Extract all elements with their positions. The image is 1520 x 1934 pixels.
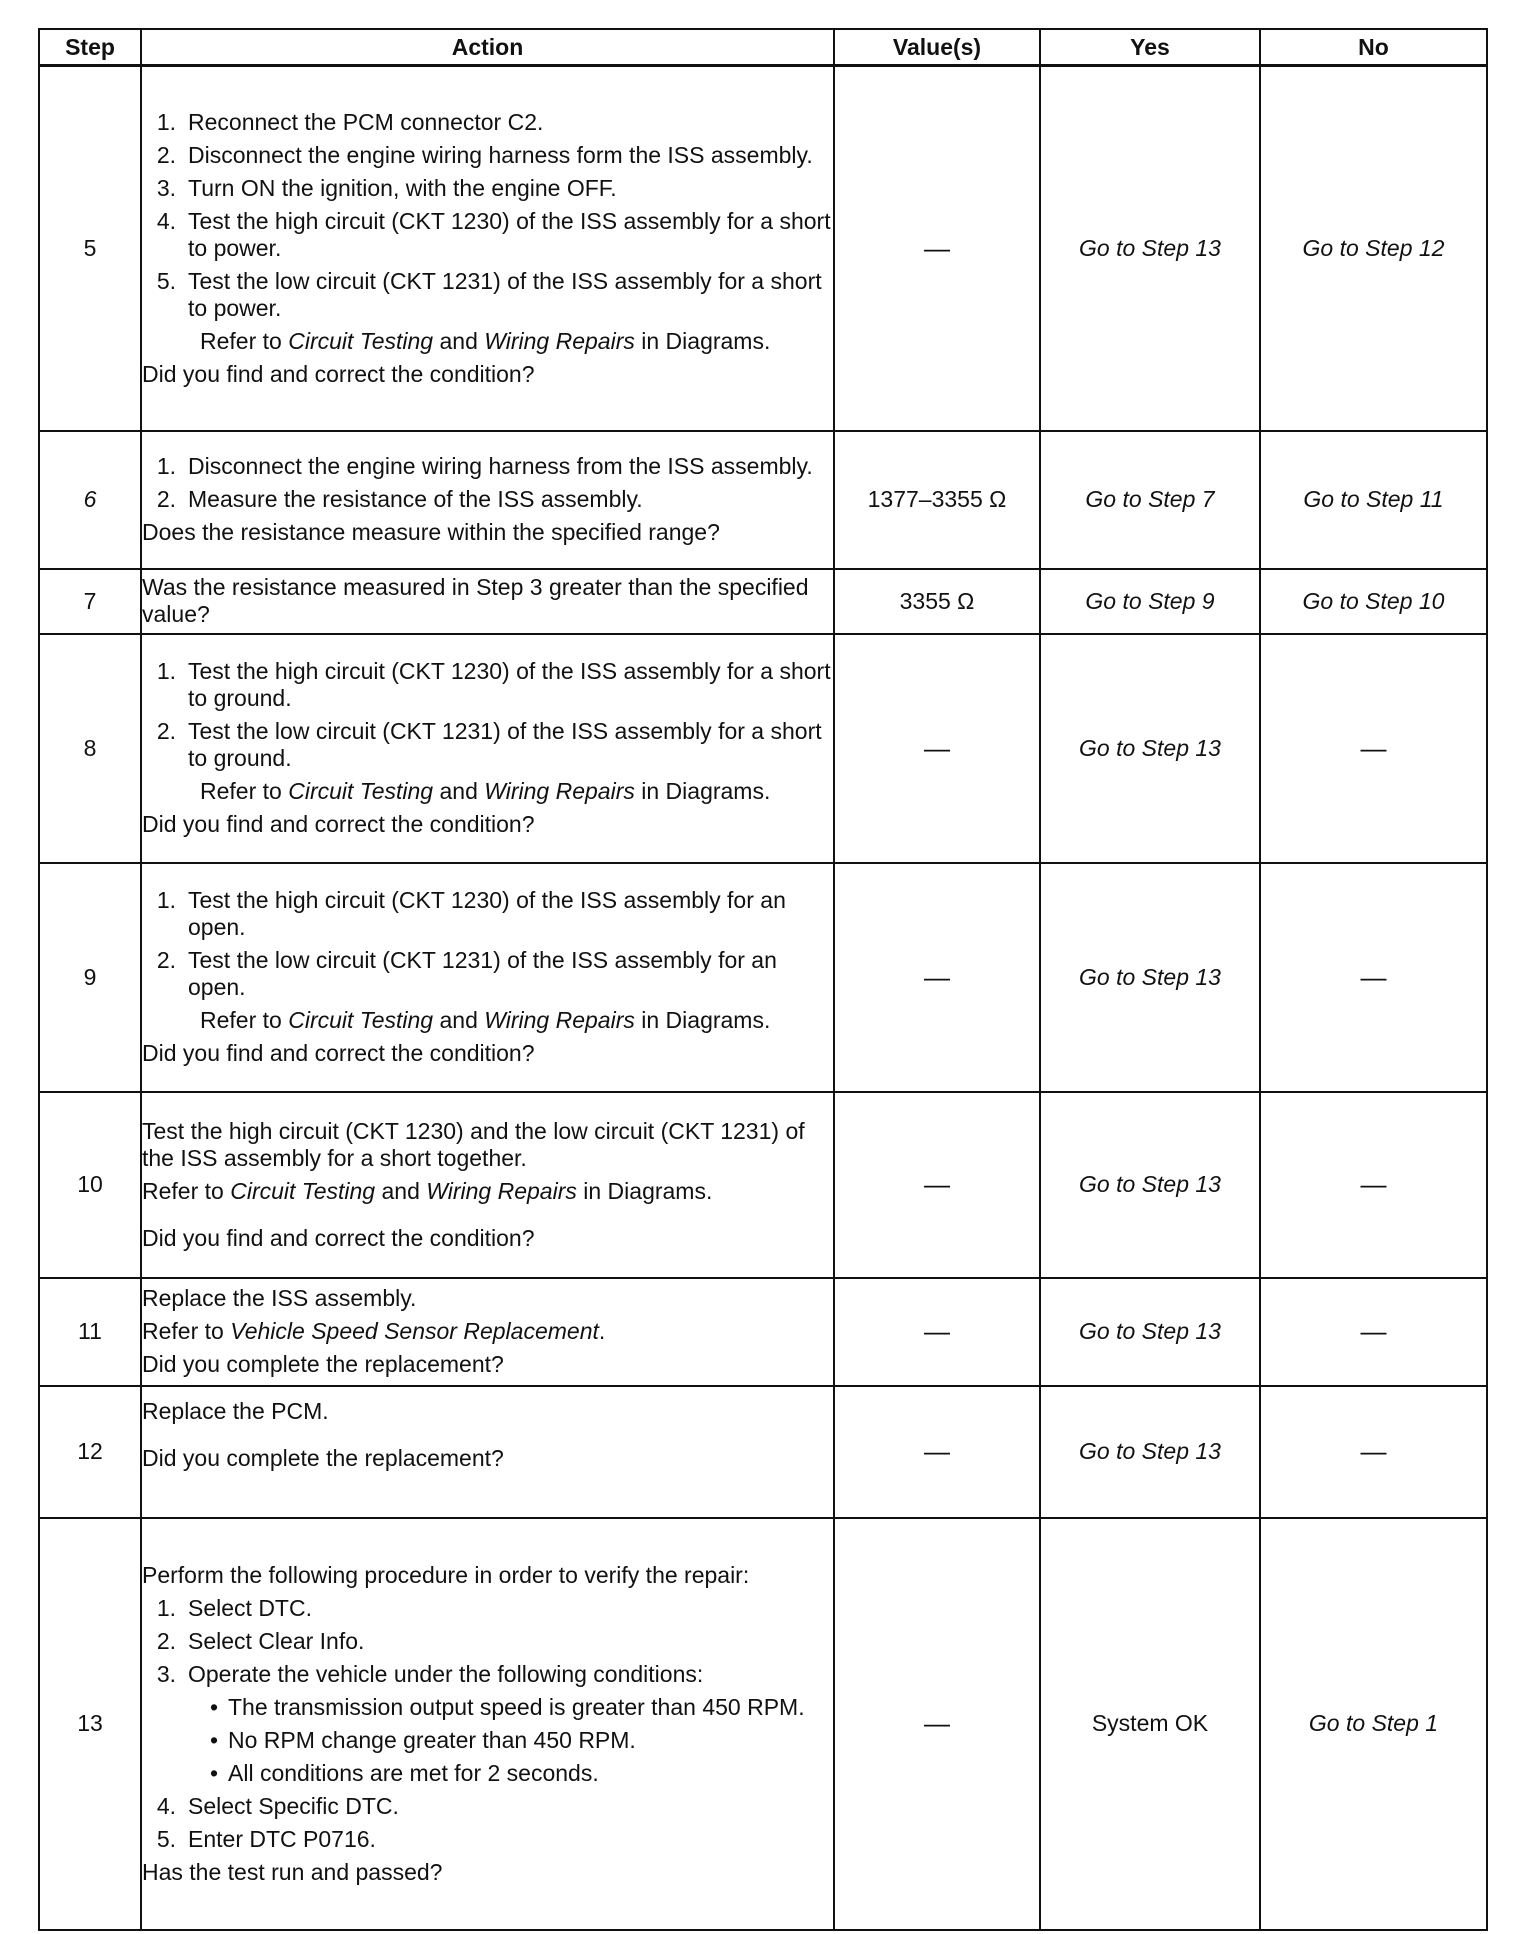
diagnostic-table — [38, 28, 1488, 1931]
action-item: Select DTC. — [188, 1594, 312, 1621]
action-item: Test the high circuit (CKT 1230) of the ISS assembly for an open. — [188, 887, 786, 940]
header-yes: Yes — [1040, 29, 1260, 66]
action-question: Does the resistance measure within the specified range? — [142, 519, 720, 545]
table-row-step-7 — [39, 569, 1487, 634]
step-number: 6 — [39, 431, 141, 569]
action-item: Test the low circuit (CKT 1231) of the ISS assembly for a short to power. — [188, 267, 822, 321]
bullet-icon: • — [209, 1726, 219, 1753]
refer-note: Refer to Circuit Testing and Wiring Repairs in Diagrams. — [142, 1177, 713, 1204]
header-no: No — [1260, 29, 1487, 66]
header-step: Step — [39, 29, 141, 66]
page — [38, 28, 1488, 1931]
table-row-step-10 — [39, 1092, 1487, 1278]
table-row-step-8 — [39, 634, 1487, 863]
action-text: Perform the following procedure in order to verify the repair: — [142, 1561, 750, 1588]
step-number: 8 — [39, 634, 141, 863]
no-cell: Go to Step 1 — [1260, 1518, 1487, 1930]
action-item: Select Clear Info. — [188, 1627, 365, 1654]
action-item: Test the low circuit (CKT 1231) of the ISS assembly for an open. — [188, 947, 777, 1000]
header-action: Action — [141, 29, 834, 66]
action-item: Select Specific DTC. — [188, 1792, 399, 1819]
value-cell: — — [834, 1278, 1040, 1386]
value-cell: — — [834, 1386, 1040, 1518]
no-cell: — — [1260, 634, 1487, 863]
reference-link: Vehicle Speed Sensor Replacement — [230, 1318, 599, 1344]
reference-link: Circuit Testing — [288, 778, 434, 804]
value-cell: 1377–3355 Ω — [834, 431, 1040, 569]
value-cell: — — [834, 66, 1040, 431]
yes-cell: Go to Step 7 — [1040, 431, 1260, 569]
value-cell: — — [834, 634, 1040, 863]
yes-cell: Go to Step 13 — [1040, 66, 1260, 431]
action-cell: 1. Test the high circuit (CKT 1230) of the ISS assembly for a short to ground. 2. Test the low circuit (CKT 1231) of the ISS assembly for a short to ground. Refer to Circuit Testing and Wiring Repairs in Diagrams. Did you find and correct the condition? — [141, 634, 834, 863]
action-question: Has the test run and passed? — [142, 1858, 443, 1885]
no-cell: Go to Step 11 — [1260, 431, 1487, 569]
reference-link: Wiring Repairs — [484, 327, 635, 354]
no-cell: Go to Step 10 — [1260, 569, 1487, 634]
action-item: Test the high circuit (CKT 1230) of the ISS assembly for a short to power. — [188, 207, 831, 261]
action-item: Disconnect the engine wiring harness form the ISS assembly. — [188, 141, 813, 168]
table-row-step-9 — [39, 863, 1487, 1092]
action-question: Did you find and correct the condition? — [142, 1224, 535, 1251]
condition-item: The transmission output speed is greater than 450 RPM. — [228, 1693, 805, 1720]
yes-cell: Go to Step 13 — [1040, 1386, 1260, 1518]
step-number: 12 — [39, 1386, 141, 1518]
reference-link: Circuit Testing — [288, 1007, 434, 1033]
action-question: Did you complete the replacement? — [142, 1351, 504, 1377]
action-cell — [141, 569, 834, 634]
action-cell — [141, 1092, 834, 1278]
action-cell: 1. Reconnect the PCM connector C2. 2. Disconnect the engine wiring harness form the ISS assembly. 3. Turn ON the ignition, with the engine OFF. 4. Test the high circuit (CKT 1230) of the ISS assembly for a short to power. 5. Test the low circuit (CKT 1231) of the ISS assembly for a short to power. Refer to Circuit Testing and Wiring Repairs in Diagrams. Did you find and correct the condition? — [141, 66, 834, 431]
condition-item: All conditions are met for 2 seconds. — [228, 1759, 599, 1786]
action-text: Replace the PCM. — [142, 1397, 329, 1424]
reference-link: Wiring Repairs — [484, 778, 635, 804]
step-number: 5 — [39, 66, 141, 431]
refer-note: Refer to Circuit Testing and Wiring Repairs in Diagrams. — [200, 327, 771, 354]
action-question: Did you find and correct the condition? — [142, 360, 535, 387]
yes-cell: System OK — [1040, 1518, 1260, 1930]
step-number: 10 — [39, 1092, 141, 1278]
action-text: Test the high circuit (CKT 1230) and the low circuit (CKT 1231) of the ISS assembly for a short together. — [142, 1117, 805, 1171]
action-item: Disconnect the engine wiring harness from the ISS assembly. — [188, 453, 813, 479]
action-question: Did you find and correct the condition? — [142, 811, 535, 837]
action-question: Was the resistance measured in Step 3 greater than the specified value? — [142, 574, 809, 627]
step-number: 13 — [39, 1518, 141, 1930]
value-cell: 3355 Ω — [834, 569, 1040, 634]
reference-link: Wiring Repairs — [484, 1007, 635, 1033]
refer-note: Refer to Vehicle Speed Sensor Replacement. — [142, 1318, 606, 1344]
action-cell: 1. Test the high circuit (CKT 1230) of the ISS assembly for an open. 2. Test the low circuit (CKT 1231) of the ISS assembly for an open. Refer to Circuit Testing and Wiring Repairs in Diagrams. Did you find and correct the condition? — [141, 863, 834, 1092]
bullet-icon: • — [209, 1693, 219, 1720]
table-row-step-11 — [39, 1278, 1487, 1386]
condition-item: No RPM change greater than 450 RPM. — [228, 1726, 636, 1753]
reference-link: Circuit Testing — [288, 327, 434, 354]
action-item: Turn ON the ignition, with the engine OFF. — [188, 174, 617, 201]
table-row-step-12 — [39, 1386, 1487, 1518]
step-number: 9 — [39, 863, 141, 1092]
table-row-step-13 — [39, 1518, 1487, 1930]
action-item: Measure the resistance of the ISS assembly. — [188, 486, 643, 512]
step-number: 7 — [39, 569, 141, 634]
yes-cell: Go to Step 13 — [1040, 1092, 1260, 1278]
action-item: Enter DTC P0716. — [188, 1825, 376, 1852]
action-cell — [141, 1386, 834, 1518]
action-question: Did you find and correct the condition? — [142, 1040, 535, 1066]
header-row — [39, 29, 1487, 66]
yes-cell: Go to Step 13 — [1040, 634, 1260, 863]
step-number: 11 — [39, 1278, 141, 1386]
value-cell: — — [834, 1092, 1040, 1278]
no-cell: — — [1260, 1386, 1487, 1518]
action-item: Operate the vehicle under the following conditions: — [188, 1660, 704, 1687]
yes-cell: Go to Step 9 — [1040, 569, 1260, 634]
no-cell: Go to Step 12 — [1260, 66, 1487, 431]
action-item: Reconnect the PCM connector C2. — [188, 108, 544, 135]
action-cell: Perform the following procedure in order to verify the repair: 1. Select DTC. 2. Select Clear Info. 3. Operate the vehicle under the following conditions: • The transmission output speed is greater than 450 RPM. • No RPM change greater than 450 RPM. • All conditions are met for 2 seconds. 4. Select Specific DTC. 5. Enter DTC P0716. Has the test run and passed? — [141, 1518, 834, 1930]
no-cell: — — [1260, 863, 1487, 1092]
refer-note: Refer to Circuit Testing and Wiring Repairs in Diagrams. — [200, 778, 771, 804]
table-row-step-6 — [39, 431, 1487, 569]
action-item: Test the low circuit (CKT 1231) of the ISS assembly for a short to ground. — [188, 718, 822, 771]
reference-link: Wiring Repairs — [426, 1177, 577, 1204]
action-item: Test the high circuit (CKT 1230) of the ISS assembly for a short to ground. — [188, 658, 831, 711]
table-row-step-5 — [39, 66, 1487, 431]
reference-link: Circuit Testing — [230, 1177, 376, 1204]
action-question: Did you complete the replacement? — [142, 1444, 504, 1471]
value-cell: — — [834, 1518, 1040, 1930]
no-cell: — — [1260, 1092, 1487, 1278]
action-cell — [141, 1278, 834, 1386]
yes-cell: Go to Step 13 — [1040, 863, 1260, 1092]
bullet-icon: • — [209, 1759, 219, 1786]
value-cell: — — [834, 863, 1040, 1092]
refer-note: Refer to Circuit Testing and Wiring Repairs in Diagrams. — [200, 1007, 771, 1033]
header-values: Value(s) — [834, 29, 1040, 66]
yes-cell: Go to Step 13 — [1040, 1278, 1260, 1386]
action-cell: 1. Disconnect the engine wiring harness from the ISS assembly. 2. Measure the resistance of the ISS assembly. Does the resistance measure within the specified range? — [141, 431, 834, 569]
action-text: Replace the ISS assembly. — [142, 1285, 417, 1311]
no-cell: — — [1260, 1278, 1487, 1386]
